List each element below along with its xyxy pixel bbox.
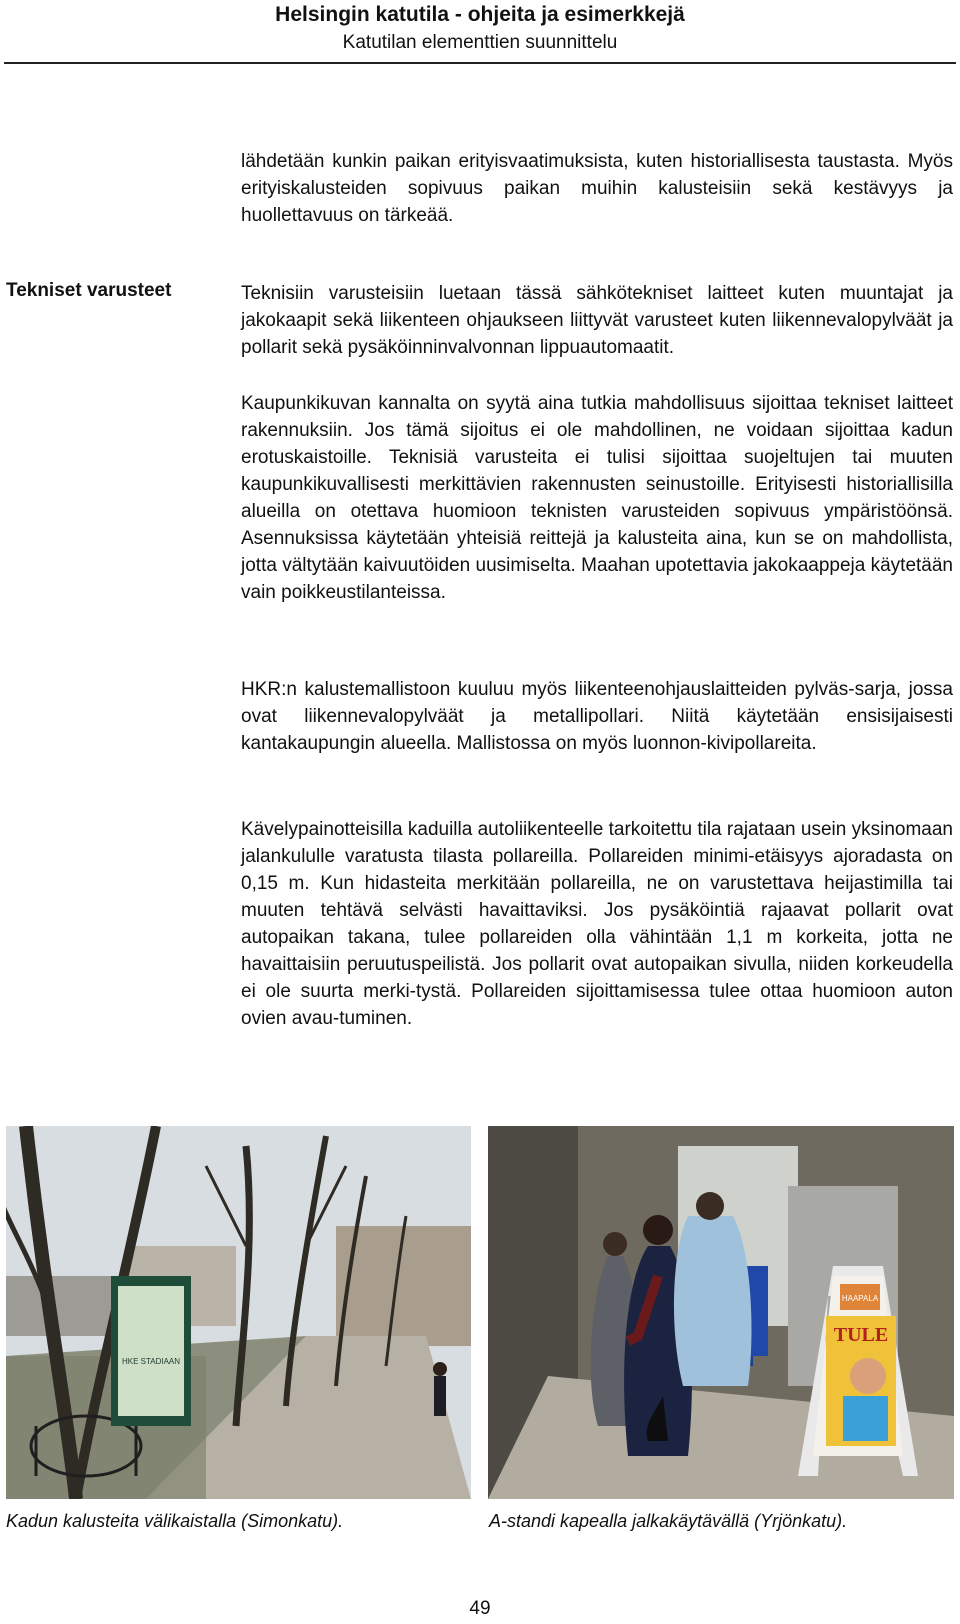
photo-yrjonkatu-illustration <box>488 1126 954 1499</box>
paragraph-cityscape: Kaupunkikuvan kannalta on syytä aina tutkia mahdollisuus sijoittaa tekniset laitteet rakennuksiin. Jos tämä sijoitus ei ole mahdollinen, ne voidaan sijoittaa kadun erotuskaistoille. Teknisiä varusteita ei tulisi sijoittaa suojeltujen tai muuten kaupunkikuvallisesti merkittävien rakennusten seinustoille. Erityisesti historiallisilla alueilla on otettava huomioon teknisten varusteiden sopivuus ympäristöönsä. Asennuksissa käytetään yhteisiä reittejä ja kalusteita aina, kun se on mahdollista, jotta vältytään kaivuutöiden uusimiselta. Maahan upotettavia jakokaappeja käytetään vain poikkeustilanteissa. <box>241 393 953 603</box>
aframe-brand-text: HAAPALA <box>841 1294 879 1303</box>
paragraph-bollards: Kävelypainotteisilla kaduilla autoliikenteelle tarkoitettu tila rajataan usein yksinomaan jalankululle varatusta tilasta pollareilla. Pollareiden minimi-etäisyys ajoradasta on 0,15 m. Kun hidasteita merkitään pollareilla, ne on varustettava heijastimilla tai muuten tehtävä selvästi havaittaviksi. Jos pysäköintiä rajaavat pollarit ovat autopaikan takana, tulee pollareiden olla vähintään 1,1 m korkeita, jotta ne havaittaisiin peruutuspeilistä. Jos pollarit ovat autopaikan sivulla, niiden korkeudella ei ole suurta merki-tystä. Pollareiden sijoittamisessa tulee ottaa huomioon auton ovien avau-tuminen. <box>241 819 953 1029</box>
section-heading: Tekniset varusteet <box>6 280 172 301</box>
header-title: Helsingin katutila - ohjeita ja esimerkkejä <box>275 3 685 26</box>
photo-yrjonkatu <box>488 1126 954 1499</box>
aframe-sign-text: TULE <box>833 1324 889 1346</box>
header-divider <box>4 62 956 64</box>
paragraph-technical-equipment: Teknisiin varusteisiin luetaan tässä sähkötekniset laitteet kuten muuntajat ja jakokaapit sekä liikenteen ohjaukseen liittyvät varusteet kuten liikennevalopylväät ja pollarit sekä pysäköinninvalvonnan lippuautomaatit. <box>241 283 953 358</box>
paragraph-intro-continuation: lähdetään kunkin paikan erityisvaatimuksista, kuten historiallisesta taustasta. Myös erityiskalusteiden sopivuus paikan muihin kalusteisiin sekä kestävyys ja huollettavuus on tärkeää. <box>241 151 953 226</box>
page-number: 49 <box>469 1598 491 1619</box>
photo-caption-right: A-standi kapealla jalkakäytävällä (Yrjönkatu). <box>489 1511 848 1531</box>
paragraph-hkr-collection: HKR:n kalustemallistoon kuuluu myös liikenteenohjauslaitteiden pylväs-sarja, jossa ovat liikennevalopylväät ja metallipollari. Niitä käytetään ensisijaisesti kantakaupungin alueella. Mallistossa on myös luonnon-kivipollareita. <box>241 679 953 754</box>
photo-caption-left: Kadun kalusteita välikaistalla (Simonkatu). <box>6 1511 344 1531</box>
photo-simonkatu <box>6 1126 471 1499</box>
kiosk-sign-text: HKE STADIAAN <box>121 1357 181 1366</box>
header-subtitle: Katutilan elementtien suunnittelu <box>342 32 618 53</box>
page-header <box>0 0 960 64</box>
photo-simonkatu-illustration <box>6 1126 471 1499</box>
